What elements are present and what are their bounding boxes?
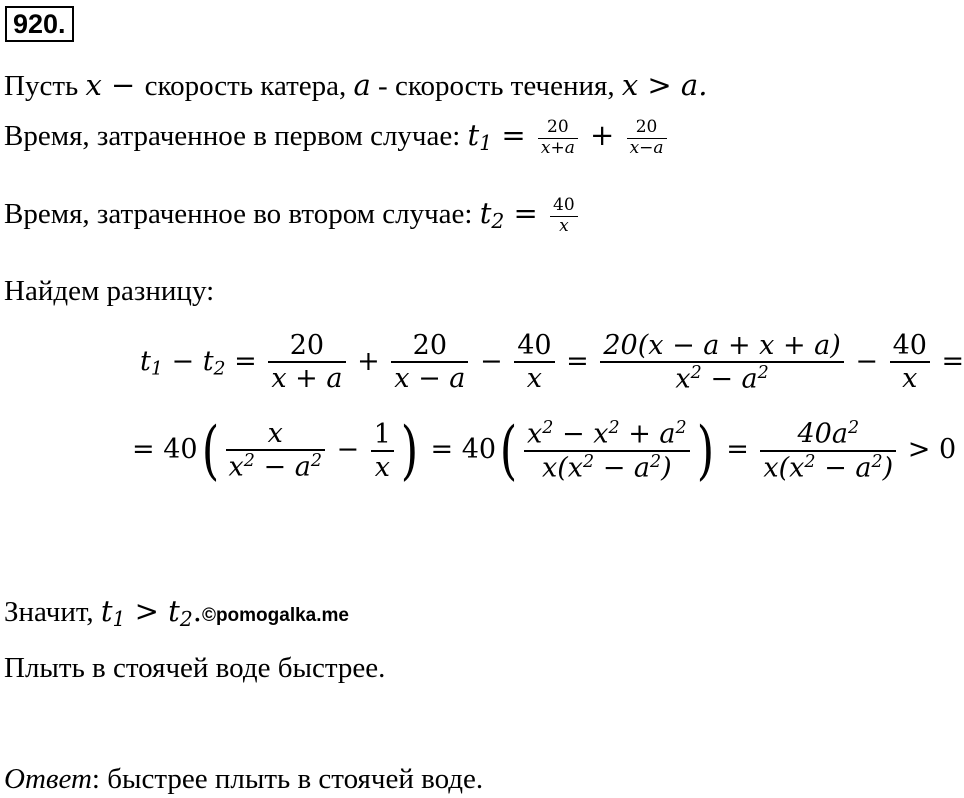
eq1-minus-3: − — [846, 345, 887, 377]
intro-dot: . — [698, 68, 708, 102]
eq2-lead: = 40 — [132, 434, 198, 466]
equals: = — [504, 196, 548, 230]
fraction-40-over-x: $\frac{40}{x}$ — [550, 196, 578, 236]
eq1-frac-c: $\frac{40}{x}$ — [514, 330, 554, 394]
answer-text: : быстрее плыть в стоячей воде. — [91, 763, 484, 795]
concl-gt: > — [125, 594, 169, 628]
time2-line — [4, 196, 581, 238]
intro-text-3: - скорость течения, — [370, 70, 622, 102]
eq2-greater-zero: > 0 — [899, 434, 957, 466]
time1-label: Время, затраченное в первом случае: — [4, 120, 468, 152]
problem-number: 920. — [5, 6, 74, 42]
eq1-t1: $t_1$ — [140, 345, 163, 380]
fraction-20-over-x-plus-a: $\frac{20}{x+a}$ — [538, 118, 578, 158]
eq2-equals: = — [717, 434, 758, 466]
var-a: a — [353, 68, 371, 102]
eq1-plus: + — [348, 345, 389, 377]
conclusion-label: Значит, — [4, 596, 101, 628]
eq2-frac-g: $\frac{1}{x}$ — [371, 419, 394, 483]
t2-var: $t_2$ — [479, 196, 505, 234]
statement: Плыть в стоячей воде быстрее. — [4, 652, 386, 684]
eq1-equals-2: = — [557, 345, 598, 377]
eq1-frac-e: $\frac{40}{x}$ — [890, 330, 930, 394]
left-paren: ( — [201, 413, 219, 488]
intro-text-1: Пусть — [4, 70, 86, 102]
eq1-frac-b: $\frac{20}{x - a}$ — [391, 330, 468, 394]
concl-t2: $t_2$ — [168, 594, 193, 632]
conclusion-line — [4, 594, 349, 636]
eq2-frac-i: $\frac{40a^2}{x(x^2 - a^2)}$ — [760, 418, 896, 483]
eq1-minus-2: − — [471, 345, 512, 377]
find-difference: Найдем разницу: — [4, 275, 215, 307]
eq1-equals-3: = — [932, 345, 964, 377]
time2-label: Время, затраченное во втором случае: — [4, 198, 480, 230]
var-x: x — [85, 68, 102, 102]
eq1-frac-a: $\frac{20}{x + a}$ — [268, 330, 345, 394]
dash: − — [101, 68, 145, 102]
eq2-minus: − — [327, 434, 368, 466]
condition: x > a — [621, 68, 699, 102]
eq2-frac-f: $\frac{x}{x^2 - a^2}$ — [226, 418, 325, 483]
eq1-minus: − — [162, 345, 203, 377]
eq1-t2: $t_2$ — [202, 345, 226, 380]
watermark: ©pomogalka.me — [201, 605, 349, 626]
right-paren-2: ) — [696, 413, 714, 488]
left-paren-2: ( — [499, 413, 518, 488]
eq1-frac-d: $\frac{20(x - a + x + a)}{x^2 - a^2}$ — [600, 330, 843, 395]
concl-t1: $t_1$ — [100, 594, 126, 632]
plus: + — [580, 118, 624, 152]
equation-line-2 — [132, 413, 957, 488]
eq2-frac-h: $\frac{x^2 - x^2 + a^2}{x(x^2 - a^2)}$ — [524, 418, 690, 483]
eq2-equals-40: = 40 — [421, 434, 497, 466]
answer-label: Ответ — [4, 763, 92, 795]
equation-line-1 — [140, 330, 964, 395]
intro-line — [4, 68, 707, 103]
fraction-20-over-x-minus-a: $\frac{20}{x-a}$ — [627, 118, 667, 158]
answer-line — [4, 762, 483, 796]
equals: = — [492, 118, 535, 152]
t1-var: $t_1$ — [467, 118, 493, 156]
right-paren: ) — [400, 413, 419, 488]
eq1-equals: = — [225, 345, 266, 377]
time1-line — [4, 118, 670, 160]
concl-dot: . — [192, 594, 202, 628]
intro-text-2: скорость катера, — [144, 70, 354, 102]
